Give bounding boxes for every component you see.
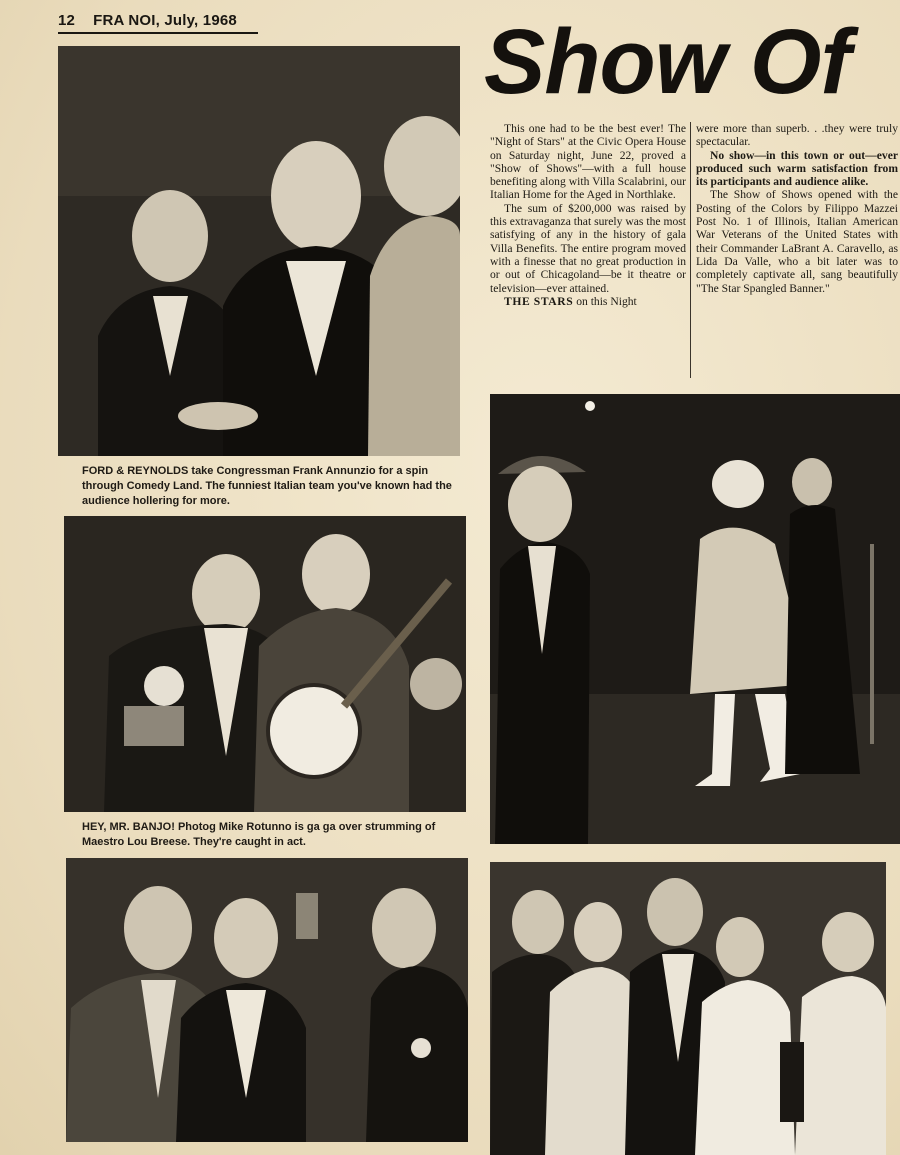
caption-photo1: [82, 464, 452, 509]
photo-ford-reynolds: [58, 46, 460, 456]
article-column-2: [696, 122, 898, 295]
photo-group-women: [490, 862, 886, 1155]
article-col1-paragraph-2: The sum of $200,000 was raised by this extravaganza that surely was the most satisfying of any in the history of gala Villa Benefits. The entire program moved with a finesse that no great production in or out of Chicagoland—be it theatre or television—ever attained.: [490, 201, 686, 295]
caption-photo2-text: Photog Mike Rotunno is ga ga over strumming of Maestro Lou Breese. They're caught in act.: [82, 821, 436, 848]
photo-mr-banjo: [64, 516, 466, 812]
photo-stage-performers: [490, 394, 900, 844]
article-col1-lead: THE STARS: [504, 294, 574, 308]
photo-group-women-image: [490, 862, 886, 1155]
article-col1-paragraph-3-text: on this Night: [576, 294, 637, 308]
article-col2-paragraph-2: No show—in this town or out—ever produced such warm satisfaction from its participants and audience alike.: [696, 148, 898, 189]
photo-ford-reynolds-image: [58, 46, 460, 456]
caption-photo2-lead: HEY, MR. BANJO!: [82, 821, 175, 833]
article-col2-paragraph-1: were more than superb. . .they were truly spectacular.: [696, 122, 898, 149]
column-rule: [690, 122, 691, 378]
article-headline: Show Of: [484, 11, 851, 113]
photo-mr-banjo-image: [64, 516, 466, 812]
article-col1-paragraph-3: [490, 295, 686, 308]
publication-date: FRA NOI, July, 1968: [93, 11, 237, 29]
caption-photo2: [82, 820, 452, 850]
caption-photo1-lead: FORD & REYNOLDS: [82, 465, 189, 477]
photo-stage-performers-image: [490, 394, 900, 844]
photo-three-men-image: [66, 858, 468, 1142]
page-number: 12: [58, 11, 76, 29]
photo-three-men: [66, 858, 468, 1142]
article-col2-paragraph-3: The Show of Shows opened with the Posting of the Colors by Filippo Mazzei Post No. 1 of Illinois, Italian American War Veterans of the United States with their Commander LaBrant A. Caravello, as Lida Da Valle, who a bit later was to completely captivate all, sang beautifully "The Star Spangled Banner.": [696, 188, 898, 295]
caption-photo1-text: take Congressman Frank Annunzio for a spin through Comedy Land. The funniest Italian team you've known had the audience hollering for more.: [82, 465, 452, 507]
article-column-1: [490, 122, 686, 308]
article-col1-paragraph-1: This one had to be the best ever! The "Night of Stars" at the Civic Opera House on Saturday night, June 22, proved a "Show of Shows"—with a full house benefiting along with Villa Scalabrini, our Italian Home for the Aged in Northlake.: [490, 122, 686, 202]
page-folio: [58, 8, 258, 34]
